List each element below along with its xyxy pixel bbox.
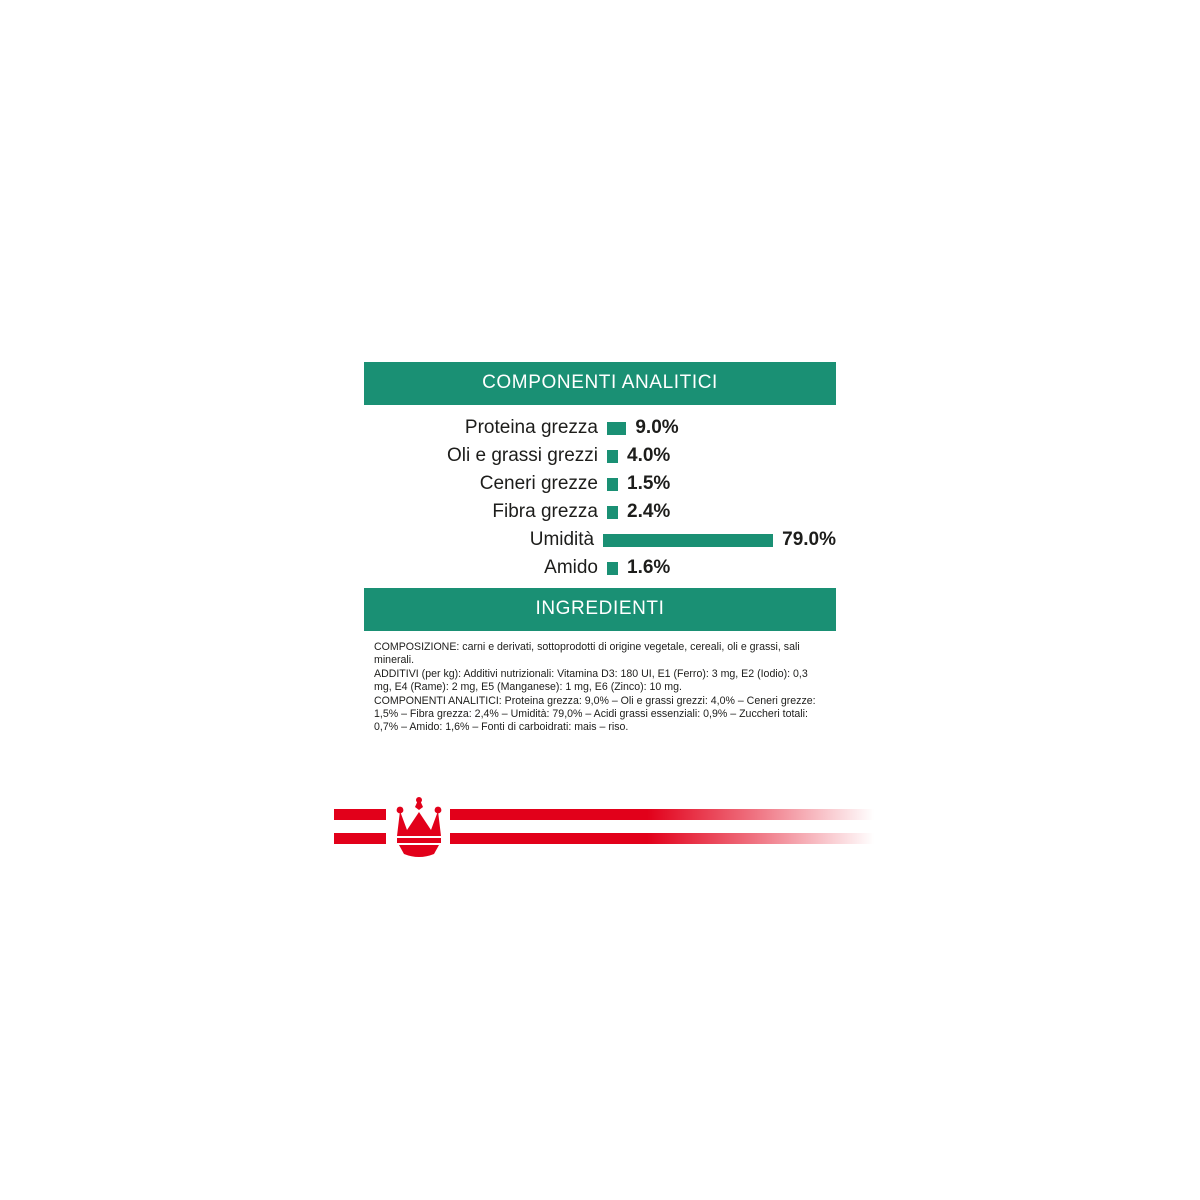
analytical-components-text: COMPONENTI ANALITICI: Proteina grezza: 9,0% – Oli e grassi grezzi: 4,0% – Ceneri grezze: 1,5% – Fibra grezza: 2,4% – Umidità: 79,0% – Acidi grassi essenziali: 0,9% – Zuccheri totali: 0,7% – Amido: 1,6% – Fonti di carboidrati: mais – riso.: [374, 694, 816, 734]
chart-bar-wrap: [607, 473, 670, 495]
chart-bar: [607, 506, 618, 519]
chart-row-label: Ceneri grezze: [479, 473, 598, 494]
chart-bar-wrap: [607, 557, 670, 579]
chart-bar: [603, 534, 773, 547]
chart-value-label: 9.0%: [635, 417, 679, 438]
ingredients-text-block: [364, 631, 836, 747]
analytical-constituents-header: COMPONENTI ANALITICI: [364, 362, 836, 405]
chart-row: [364, 554, 836, 582]
chart-bar: [607, 422, 626, 435]
chart-row-label: Amido: [544, 557, 598, 578]
chart-row: [364, 470, 836, 498]
ingredients-header: INGREDIENTI: [364, 588, 836, 631]
chart-value-label: 1.6%: [627, 557, 671, 578]
chart-bar: [607, 450, 618, 463]
chart-bar: [607, 562, 618, 575]
chart-bar-wrap: [603, 529, 836, 551]
chart-row: [364, 526, 836, 554]
chart-value-label: 79.0%: [782, 529, 836, 550]
chart-bar-wrap: [607, 501, 670, 523]
chart-row: [364, 498, 836, 526]
royal-canin-crown-icon: [392, 796, 446, 858]
chart-value-label: 2.4%: [627, 501, 671, 522]
brand-footer: [334, 792, 874, 862]
composition-text: COMPOSIZIONE: carni e derivati, sottoprodotti di origine vegetale, cereali, oli e grassi, sali minerali.: [374, 641, 800, 667]
chart-bar-wrap: [607, 417, 679, 439]
chart-row: [364, 442, 836, 470]
chart-row-label: Umidità: [529, 529, 595, 550]
chart-value-label: 4.0%: [627, 445, 671, 466]
chart-row-label: Proteina grezza: [464, 417, 598, 438]
chart-value-label: 1.5%: [627, 473, 671, 494]
nutrition-panel: [364, 362, 836, 747]
chart-bar-wrap: [607, 445, 670, 467]
chart-row: [364, 414, 836, 442]
additives-text: ADDITIVI (per kg): Additivi nutrizionali: Vitamina D3: 180 UI, E1 (Ferro): 3 mg, E2 (Iodio): 0,3 mg, E4 (Rame): 2 mg, E5 (Manganese): 1 mg, E6 (Zinco): 10 mg.: [374, 667, 808, 694]
analytical-constituents-chart: [364, 405, 836, 588]
chart-row-label: Oli e grassi grezzi: [447, 445, 598, 466]
chart-bar: [607, 478, 618, 491]
chart-row-label: Fibra grezza: [492, 501, 598, 522]
